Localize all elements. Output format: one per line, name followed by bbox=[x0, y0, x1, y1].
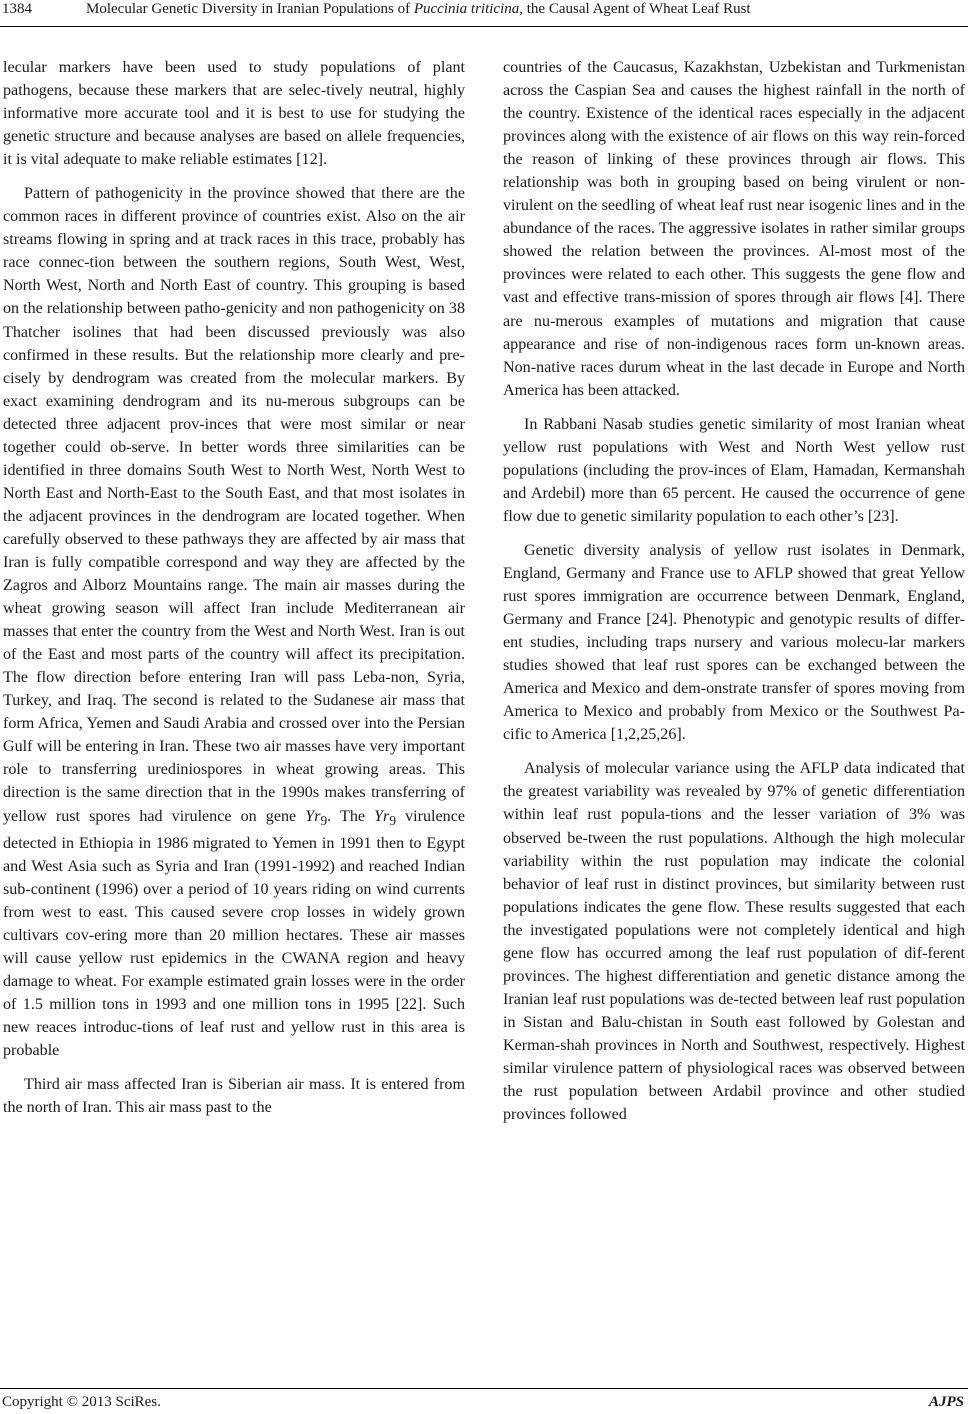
gene-subscript: 9 bbox=[389, 812, 397, 828]
gene-name: Yr bbox=[305, 807, 321, 825]
paragraph: Genetic diversity analysis of yellow rust isolates in Denmark, England, Germany and France use to AFLP showed that great Yellow rust spores immigration are occurrence between Denmark, England, Germany and France [24]. Phenotypic and genotypic results of differ-ent studies, including traps nursery and various molecu-lar markers studies showed that leaf rust spores can be exchanged between the America and Mexico and dem-onstrate transfer of spores moving from America to Mexico and probably from Mexico or the Southwest Pa-cific to America [1,2,25,26]. bbox=[503, 541, 965, 744]
left-column bbox=[3, 56, 465, 1130]
paragraph: In Rabbani Nasab studies genetic similarity of most Iranian wheat yellow rust populations with West and North West yellow rust populations (including the prov-inces of Elam, Hamadan, Kermanshah and Ardebil) more than 65 percent. He caused the occurrence of gene flow due to genetic similarity population to each other’s [23]. bbox=[503, 415, 965, 525]
paragraph: lecular markers have been used to study populations of plant pathogens, because these markers that are selec-tively neutral, highly informative more accurate tool and it is best to use for studying the genetic structure and because analyses are based on allele frequencies, it is vital adequate to make reliable estimates [12]. bbox=[3, 59, 465, 169]
gene-subscript: 9 bbox=[320, 812, 328, 828]
header-rule bbox=[0, 26, 968, 27]
paragraph: countries of the Caucasus, Kazakhstan, Uzbekistan and Turkmenistan across the Caspian Sea and causes the highest rainfall in the north of the country. Existence of the identical races especially in the adjacent provinces along with the existence of air flows on this way rein-forced the reason of linking of these provinces through air flows. This relationship was both in grouping based on being virulent or non-virulent on the seedling of wheat leaf rust near isogenic lines and in the abundance of the races. The aggressive isolates in rather similar groups showed the relation between the provinces. Al-most most of the provinces were related to each other. This suggests the gene flow and vast and effective trans-mission of spores through air flows [4]. There are nu-merous examples of mutations and migration that cause appearance and rise of non-indigenous races form un-known areas. Non-native races durum wheat in the last decade in Europe and North America has been attacked. bbox=[503, 59, 965, 399]
paragraph-text: virulence detected in Ethiopia in 1986 migrated to Yemen in 1991 then to Egypt and West Asia such as Syria and Iran (1991-1992) and reached Indian sub-continent (1996) over a period of 10 years riding on wind currents from west to east. This caused severe crop losses in widely grown cultivars cov-ering more than 20 million hectares. These air masses will cause yellow rust epidemics in the CWANA region and heavy damage to wheat. For example estimated grain losses were in the order of 1.5 million tons in 1993 and one million tons in 1995 [22]. Such new reaces introduc-tions of leaf rust and yellow rust in this area is probable bbox=[3, 807, 465, 1060]
gene-name: Yr bbox=[374, 807, 390, 825]
running-title-species: Puccinia triticina bbox=[413, 1, 520, 17]
page-number: 1384 bbox=[2, 1, 32, 17]
running-title-suffix: , the Causal Agent of Wheat Leaf Rust bbox=[519, 1, 751, 17]
right-column bbox=[503, 56, 965, 1137]
journal-abbreviation: AJPS bbox=[928, 1394, 964, 1410]
paragraph: Analysis of molecular variance using the AFLP data indicated that the greatest variability was revealed by 97% of genetic differentiation within leaf rust popula-tions and the lesser variation of 3% was observed be-tween the rust populations. Although the high molecular variability within the rust population may indicate the colonial behavior of leaf rust in distinct provinces, but similarity between rust populations indicates the gene flow. These results suggested that each the investigated populations were not completely identical and high gene flow has occurred among the leaf rust population of dif-ferent provinces. The highest differentiation and genetic distance among the Iranian leaf rust populations was de-tected between leaf rust population in Sistan and Balu-chistan in South east followed by Golestan and Kerman-shah provinces in North and Southwest, respectively. Highest similar virulence pattern of physiological races was observed between the rust population between Ardabil province and other studied provinces followed bbox=[503, 760, 965, 1124]
running-header bbox=[0, 0, 968, 30]
running-title-prefix: Molecular Genetic Diversity in Iranian Populations of bbox=[86, 1, 414, 17]
running-title bbox=[86, 1, 751, 18]
paragraph bbox=[3, 182, 465, 1062]
paragraph: Third air mass affected Iran is Siberian air mass. It is entered from the north of Iran. This air mass past to the bbox=[3, 1076, 465, 1117]
paragraph-text: . The bbox=[327, 807, 375, 825]
footer-rule bbox=[0, 1388, 968, 1389]
copyright-notice: Copyright © 2013 SciRes. bbox=[2, 1394, 161, 1410]
paragraph-text: Pattern of pathogenicity in the province showed that there are the common races in different province of countries exist. Also on the air streams flowing in spring and at track races in this trace, probably has race connec-tion between the southern regions, South West, West, North West, North and North East of country. This grouping is based on the relationship between patho-genicity and non pathogenicity on 38 Thatcher isolines that had been discussed previously was also confirmed in these results. But the relationship more clearly and pre-cisely by dendrogram was created from the molecular markers. By exact examining dendrogram and its nu-merous subgroups can be detected three adjacent prov-inces that were most similar or near together could ob-serve. In better words three similarities can be identified in three domains South West to North West, North West to North East and North-East to the South East, and that most isolates in the adjacent provinces in the dendrogram are located together. When carefully observed to these pathways they are affected by air mass that Iran is fully compatible correspond and way they are affected by the Zagros and Alborz Mountains range. The main air masses during the wheat growing season will affect Iran include Mediterranean air masses that enter the country from the West and North West. Iran is out of the East and most parts of the country will affect its precipitation. The flow direction before entering Iran will pass Leba-non, Syria, Turkey, and Iraq. The second is related to the Sudanese air mass that form Africa, Yemen and Saudi Arabia and crossed over into the Persian Gulf will be entering in Iran. These two air masses have very important role to transferring urediniospores in wheat growing areas. This direction is the same direction that in the 1990s makes transferring of yellow rust spores had virulence on gene bbox=[3, 185, 465, 825]
